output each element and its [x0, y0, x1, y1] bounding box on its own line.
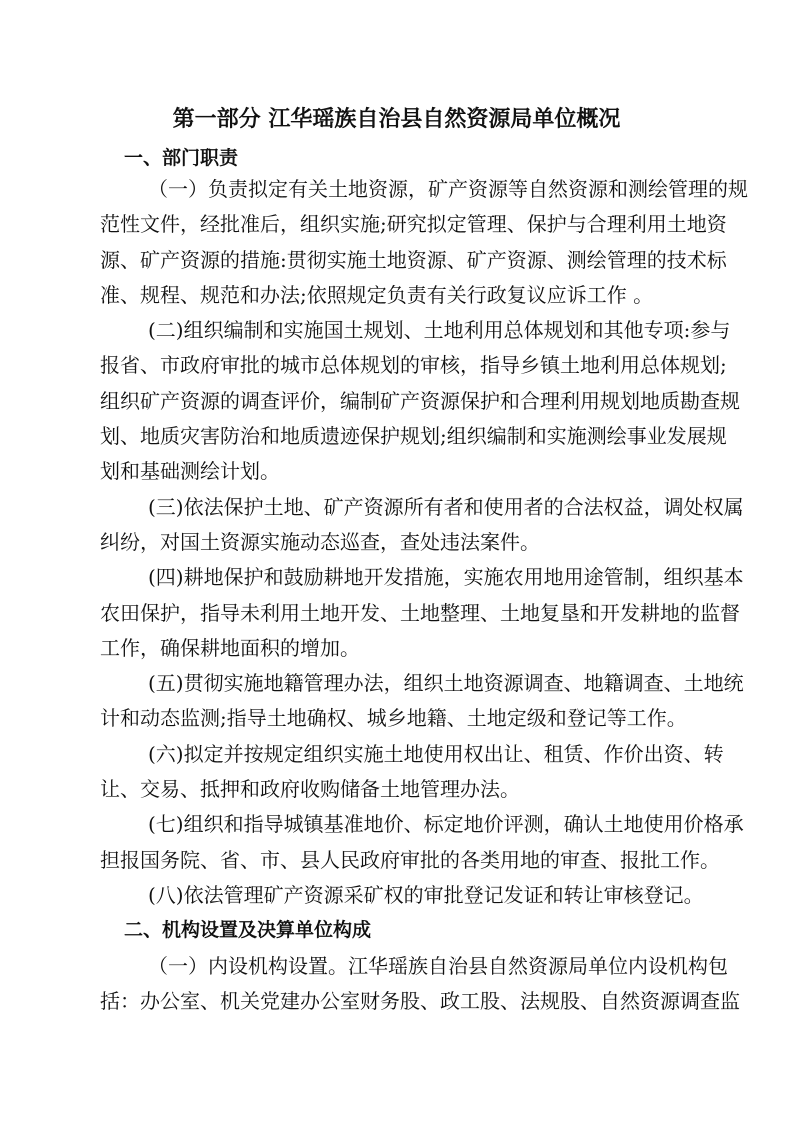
paragraph — [100, 490, 744, 561]
paragraph-line: 组织矿产资源的调查评价，编制矿产资源保护和合理利用规划地质勘查规 — [100, 388, 740, 413]
paragraph-line: 准、规程、规范和办法;依照规定负责有关行政复议应诉工作 。 — [100, 282, 654, 307]
section-heading-structure: 二、机构设置及决算单位构成 — [124, 919, 372, 942]
page-title: 第一部分 江华瑶族自治县自然资源局单位概况 — [172, 107, 621, 132]
paragraph-line: 报省、市政府审批的城市总体规划的审核，指导乡镇土地利用总体规划; — [100, 353, 727, 378]
paragraph-line: 让、交易、抵押和政府收购储备土地管理办法。 — [100, 777, 520, 802]
paragraph-line: 括：办公室、机关党建办公室财务股、政工股、法规股、自然资源调查监 — [100, 988, 740, 1013]
paragraph-line: 划和基础测绘计划。 — [100, 459, 280, 484]
paragraph-line: (二)组织编制和实施国土规划、土地利用总体规划和其他专项:参与 — [148, 318, 731, 343]
paragraph — [100, 949, 740, 1020]
paragraph-line: (六)拟定并按规定组织实施土地使用权出让、租赁、作价出资、转 — [148, 741, 724, 766]
paragraph-line: 源、矿产资源的措施:贯彻实施土地资源、矿产资源、测绘管理的技术标 — [100, 247, 727, 272]
paragraph — [100, 666, 744, 737]
paragraph-line: 担报国务院、省、市、县人民政府审批的各类用地的审查、报批工作。 — [100, 847, 720, 872]
paragraph-line: 范性文件，经批准后，组织实施;研究拟定管理、保护与合理利用土地资 — [100, 212, 727, 237]
paragraph — [100, 807, 744, 878]
paragraph-line: (四)耕地保护和鼓励耕地开发措施，实施农用地用途管制，组织基本 — [148, 565, 744, 590]
paragraph-line: 划、地质灾害防治和地质遗迹保护规划;组织编制和实施测绘事业发展规 — [100, 424, 727, 449]
paragraph-line: 纠纷，对国土资源实施动态巡查，查处违法案件。 — [100, 529, 540, 554]
paragraph-line: （一）内设机构设置。江华瑶族自治县自然资源局单位内设机构包 — [148, 953, 728, 978]
paragraph-line: (七)组织和指导城镇基准地价、标定地价评测，确认土地使用价格承 — [148, 812, 744, 837]
paragraph-line: 计和动态监测;指导土地确权、城乡地籍、土地定级和登记等工作。 — [100, 706, 687, 731]
paragraph — [100, 172, 748, 313]
paragraph-line: (八)依法管理矿产资源采矿权的审批登记发证和转让审核登记。 — [148, 882, 704, 907]
paragraph — [100, 737, 724, 808]
paragraph-line: 工作，确保耕地面积的增加。 — [100, 635, 360, 660]
section-heading-duties: 一、部门职责 — [124, 147, 239, 169]
paragraph — [100, 313, 740, 489]
paragraph-line: (五)贯彻实施地籍管理办法，组织土地资源调查、地籍调查、土地统 — [148, 671, 744, 696]
paragraph-line: 农田保护，指导未利用土地开发、土地整理、土地复垦和开发耕地的监督 — [100, 600, 740, 625]
paragraph-line: （一）负责拟定有关土地资源，矿产资源等自然资源和测绘管理的规 — [148, 177, 748, 201]
document-body — [100, 172, 748, 1019]
paragraph — [100, 560, 744, 666]
paragraph — [100, 878, 704, 913]
paragraph-line: (三)依法保护土地、矿产资源所有者和使用者的合法权益，调处权属 — [148, 494, 744, 519]
